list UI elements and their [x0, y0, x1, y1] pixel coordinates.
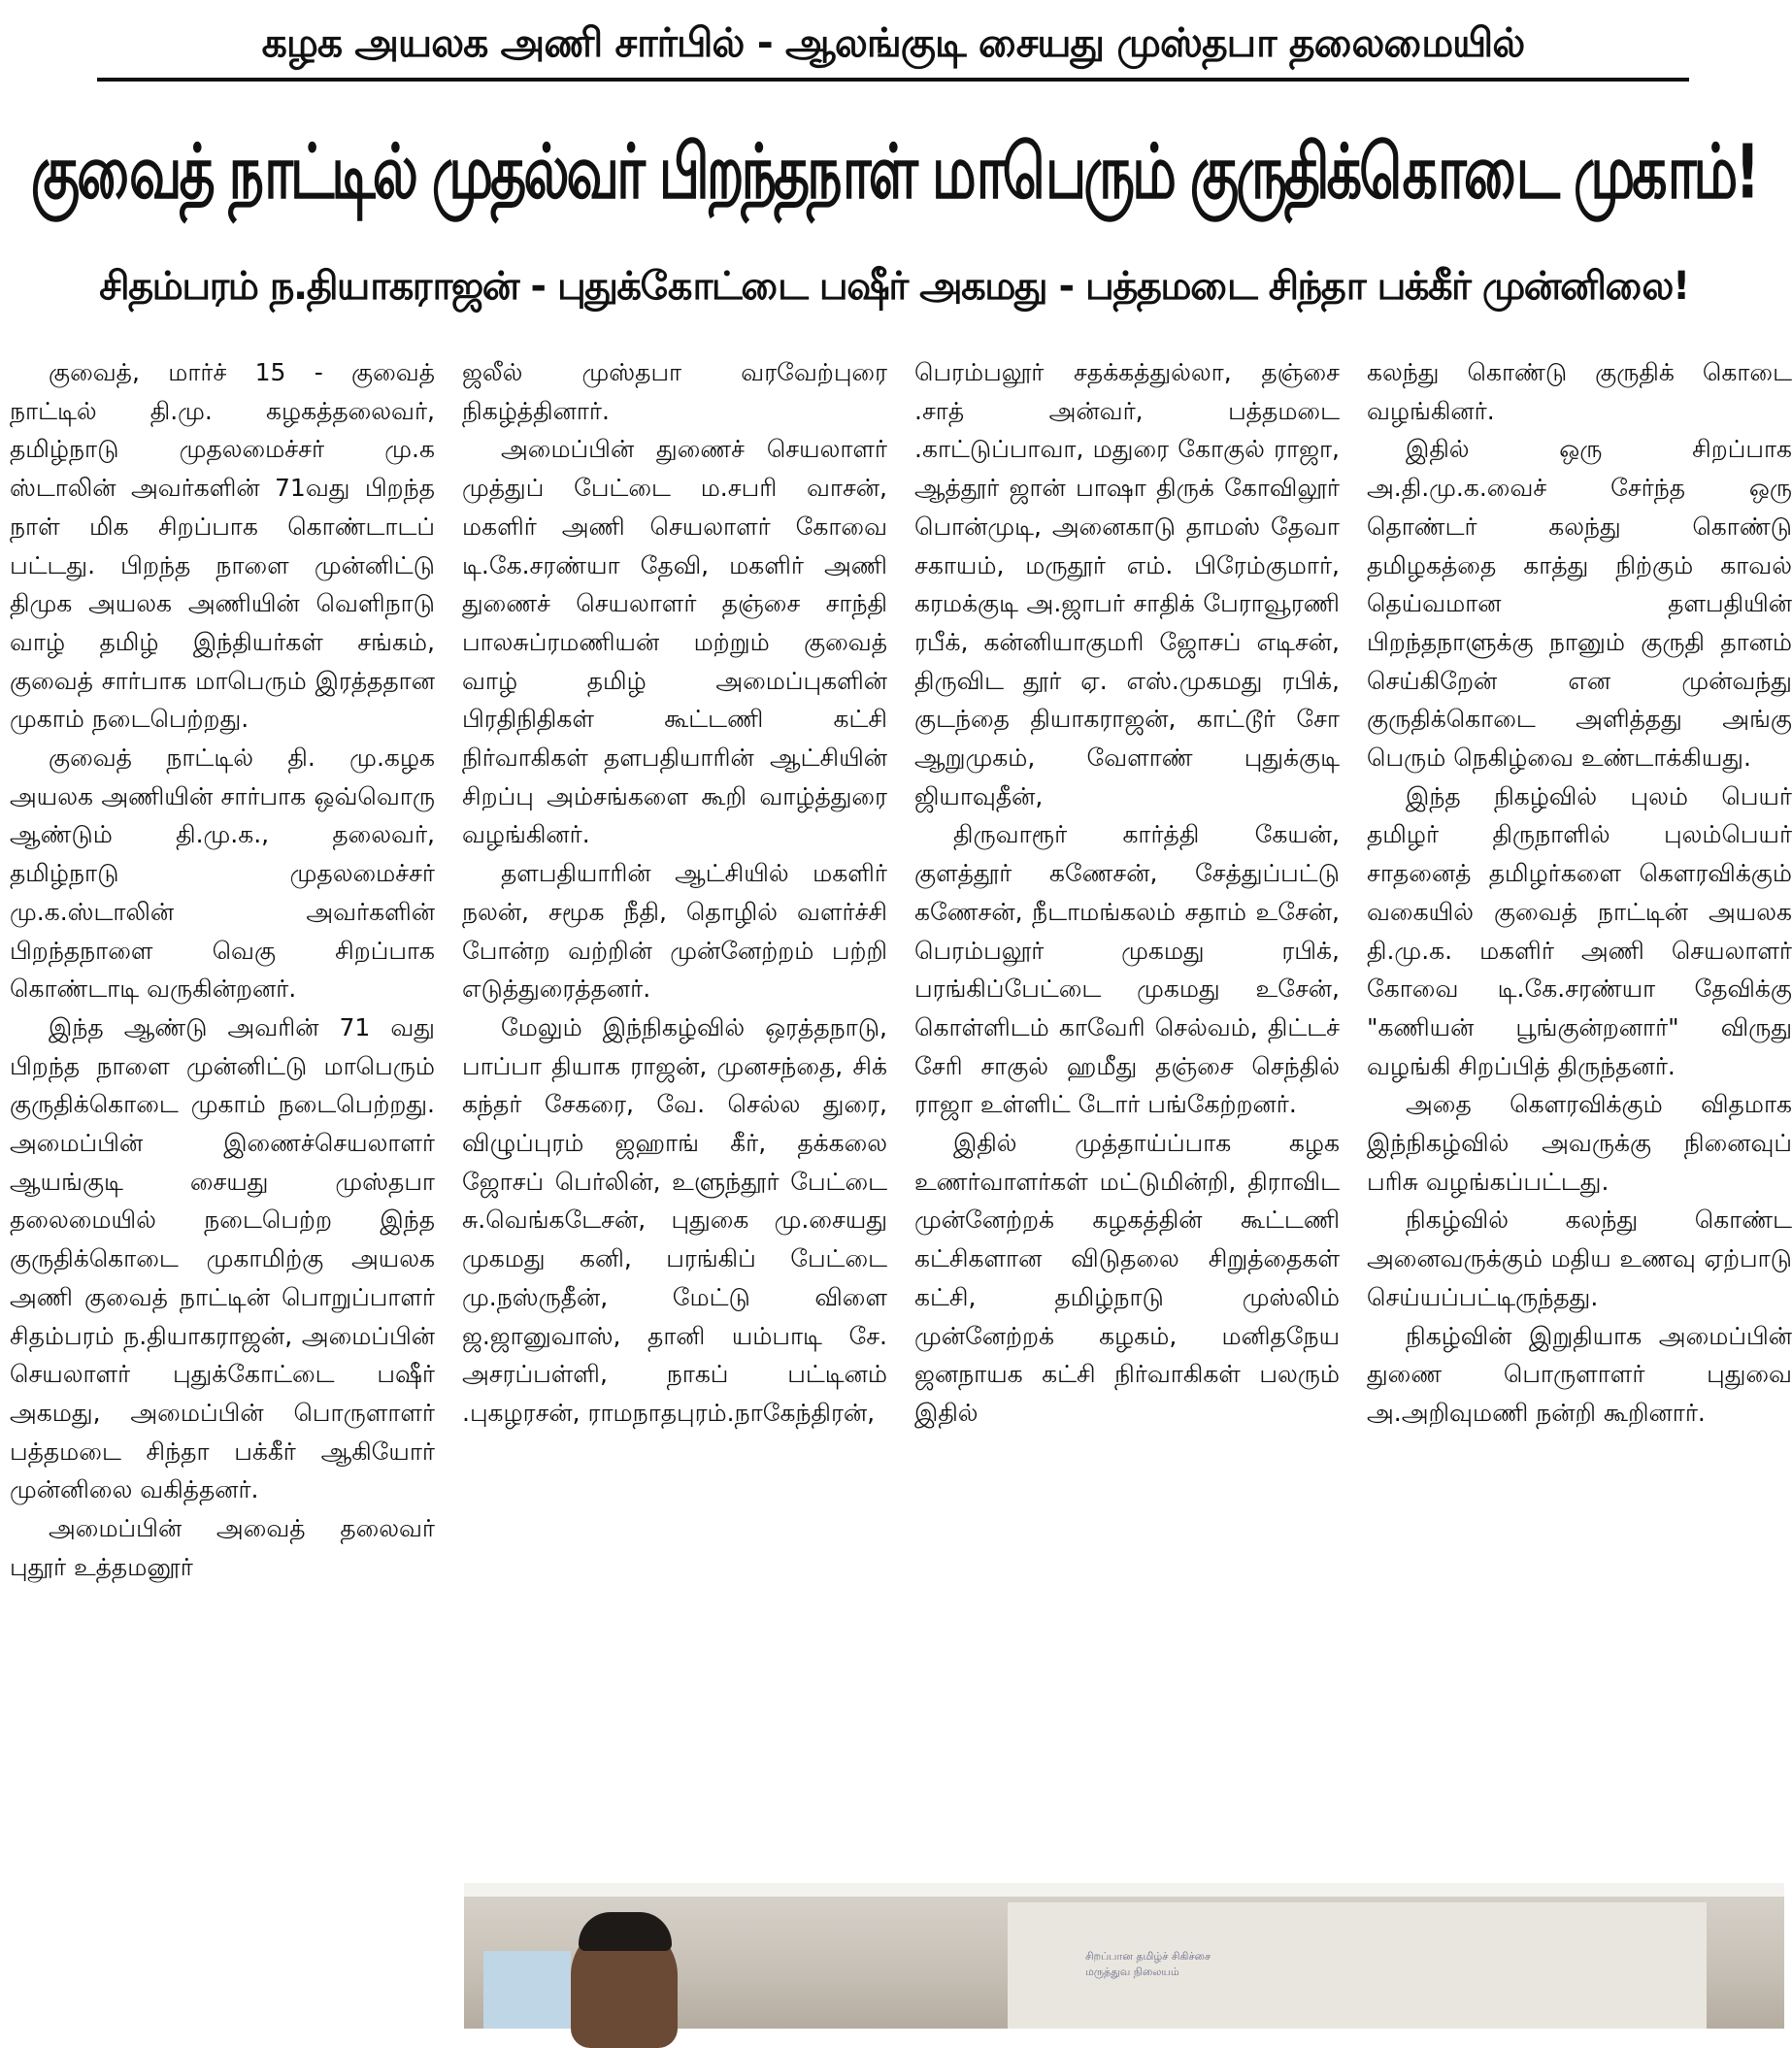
- article-column-2: [462, 353, 887, 1427]
- paragraph: அதை கௌரவிக்கும் விதமாக இந்நிகழ்வில் அவருக்கு நினைவுப் பரிசு வழங்கப்பட்டது.: [1367, 1090, 1792, 1196]
- paragraph: ஜலீல் முஸ்தபா வரவேற்புரை நிகழ்த்தினார்.: [462, 358, 887, 425]
- paragraph: இதில் முத்தாய்ப்பாக கழக உணர்வாளர்கள் மட்டுமின்றி, திராவிட முன்னேற்றக் கழகத்தின் கூட்டணி கட்சிகளான விடுதலை சிறுத்தைகள் கட்சி, தமிழ்நாடு முஸ்லிம் முன்னேற்றக் கழகம், மனிதநேய ஜனநாயக கட்சி நிர்வாகிகள் பலரும் இதில்: [914, 1129, 1340, 1427]
- photo-sign: [1085, 1949, 1377, 1988]
- paragraph: இந்த ஆண்டு அவரின் 71 வது பிறந்த நாளை முன்னிட்டு மாபெரும் குருதிக்கொடை முகாம் நடைபெற்றது. அமைப்பின் இணைச்செயலாளர் ஆயங்குடி சையது முஸ்தபா தலைமையில் நடைபெற்ற இந்த குருதிக்கொடை முகாமிற்கு அயலக அணி குவைத் நாட்டின் பொறுப்பாளர் சிதம்பரம் ந.தியாகராஜன், அமைப்பின் செயலாளர் புதுக்கோட்டை பஷீர் அகமது, அமைப்பின் பொருளாளர் பத்தமடை சிந்தா பக்கீர் ஆகியோர் முன்னிலை வகித்தனர்.: [10, 1012, 435, 1504]
- event-photo: [464, 1883, 1784, 2029]
- paragraph: தளபதியாரின் ஆட்சியில் மகளிர் நலன், சமூக நீதி, தொழில் வளர்ச்சி போன்ற வற்றின் முன்னேற்றம் பற்றி எடுத்துரைத்தனர்.: [462, 859, 887, 1004]
- paragraph: கலந்து கொண்டு குருதிக் கொடை வழங்கினர்.: [1367, 358, 1792, 425]
- photo-person-hair: [579, 1912, 672, 1951]
- sub-headline: சிதம்பரம் ந.தியாகராஜன் - புதுக்கோட்டை பஷீர் அகமது - பத்தமடை சிந்தா பக்கீர் முன்னிலை!: [99, 264, 1689, 309]
- paragraph: குவைத் நாட்டில் தி. மு.கழக அயலக அணியின் சார்பாக ஒவ்வொரு ஆண்டும் தி.மு.க., தலைவர், தமிழ்நாடு முதலமைச்சர் மு.க.ஸ்டாலின் அவர்களின் பிறந்தநாளை வெகு சிறப்பாக கொண்டாடி வருகின்றனர்.: [10, 743, 435, 1004]
- article-column-1: [10, 353, 435, 2027]
- article-column-4: [1367, 353, 1792, 1427]
- kicker-headline: கழக அயலக அணி சார்பில் - ஆலங்குடி சையது முஸ்தபா தலைமையில்: [97, 8, 1689, 82]
- photo-frame: [464, 1883, 1784, 1897]
- paragraph: அமைப்பின் துணைச் செயலாளர் முத்துப் பேட்டை ம.சபரி வாசன், மகளிர் அணி செயலாளர் கோவை டி.கே.சரண்யா தேவி, மகளிர் அணி துணைச் செயலாளர் தஞ்சை சாந்தி பாலசுப்ரமணியன் மற்றும் குவைத் வாழ் தமிழ் அமைப்புகளின் பிரதிநிதிகள் கூட்டணி கட்சி நிர்வாகிகள் தளபதியாரின் ஆட்சியின் சிறப்பு அம்சங்களை கூறி வாழ்த்துரை வழங்கினர்.: [462, 435, 887, 849]
- paragraph: இதில் ஒரு சிறப்பாக அ.தி.மு.க.வைச் சேர்ந்த ஒரு தொண்டர் கலந்து கொண்டு தமிழகத்தை காத்து நிற்கும் காவல் தெய்வமான தளபதியின் பிறந்தநாளுக்கு நானும் குருதி தானம் செய்கிறேன் என முன்வந்து குருதிக்கொடை அளித்தது அங்கு பெரும் நெகிழ்வை உண்டாக்கியது.: [1367, 435, 1792, 773]
- paragraph: இந்த நிகழ்வில் புலம் பெயர் தமிழர் திருநாளில் புலம்பெயர் சாதனைத் தமிழர்களை கௌரவிக்கும் வகையில் குவைத் நாட்டின் அயலக தி.மு.க. மகளிர் அணி செயலாளர் கோவை டி.கே.சரண்யா தேவிக்கு "கணியன் பூங்குன்றனார்" விருது வழங்கி சிறப்பித் திருந்தனர்.: [1367, 781, 1792, 1080]
- paragraph: திருவாரூர் கார்த்தி கேயன், குளத்தூர் கணேசன், சேத்துப்பட்டு கணேசன், நீடாமங்கலம் சதாம் உசேன், பெரம்பலூர் முகமது ரபிக், பரங்கிப்பேட்டை முகமது உசேன், கொள்ளிடம் காவேரி செல்வம், திட்டச் சேரி சாகுல் ஹமீது தஞ்சை செந்தில் ராஜா உள்ளிட் டோர் பங்கேற்றனர்.: [914, 820, 1340, 1119]
- main-headline: குவைத் நாட்டில் முதல்வர் பிறந்தநாள் மாபெரும் குருதிக்கொடை முகாம்!: [30, 129, 1758, 216]
- paragraph: நிகழ்வின் இறுதியாக அமைப்பின் துணை பொருளாளர் புதுவை அ.அறிவுமணி நன்றி கூறினார்.: [1367, 1321, 1792, 1427]
- paragraph: நிகழ்வில் கலந்து கொண்ட அனைவருக்கும் மதிய உணவு ஏற்பாடு செய்யப்பட்டிருந்தது.: [1367, 1206, 1792, 1311]
- photo-sign-line: சிறப்பான தமிழ்ச் சிகிச்சை: [1085, 1950, 1211, 1963]
- paragraph: குவைத், மார்ச் 15 - குவைத் நாட்டில் தி.மு. கழகத்தலைவர், தமிழ்நாடு முதலமைச்சர் மு.க ஸ்டாலின் அவர்களின் 71வது பிறந்த நாள் மிக சிறப்பாக கொண்டாடப் பட்டது. பிறந்த நாளை முன்னிட்டு திமுக அயலக அணியின் வெளிநாடு வாழ் தமிழ் இந்தியர்கள் சங்கம், குவைத் சார்பாக மாபெரும் இரத்ததான முகாம் நடைபெற்றது.: [10, 358, 435, 734]
- paragraph: பெரம்பலூர் சதக்கத்துல்லா, தஞ்சை .சாத் அன்வர், பத்தமடை .காட்டுப்பாவா, மதுரை கோகுல் ராஜா, ஆத்தூர் ஜான் பாஷா திருக் கோவிலூர் பொன்முடி, அனைகாடு தாமஸ் தேவா சகாயம், மருதூர் எம். பிரேம்குமார், கரமக்குடி அ.ஜாபர் சாதிக் பேராவூரணி ரபீக், கன்னியாகுமரி ஜோசப் எடிசன், திருவிட தூர் ஏ. எஸ்.முகமது ரபிக், குடந்தை தியாகராஜன், காட்டூர் சோ ஆறுமுகம், வேளாண் புதுக்குடி ஜியாவுதீன்,: [914, 358, 1340, 810]
- paragraph: அமைப்பின் அவைத் தலைவர் புதூர் உத்தமனூர்: [10, 1514, 435, 1581]
- photo-sign-line: மருத்துவ நிலையம்: [1085, 1965, 1179, 1978]
- article-column-3: [914, 353, 1340, 1427]
- paragraph: மேலும் இந்நிகழ்வில் ஒரத்தநாடு, பாப்பா தியாக ராஜன், முனசந்தை, சிக் கந்தர் சேகரை, வே. செல்ல துரை, விழுப்புரம் ஜஹாங் கீர், தக்கலை ஜோசப் பெர்லின், உளுந்தூர் பேட்டை சு.வெங்கடேசன், புதுகை மு.சையது முகமது கனி, பரங்கிப் பேட்டை மு.நஸ்ருதீன், மேட்டு விளை ஜ.ஜானுவாஸ், தானி யம்பாடி சே. அசரப்பள்ளி, நாகப் பட்டினம் .புகழரசன், ராமநாதபுரம்.நாகேந்திரன்,: [462, 1012, 887, 1427]
- photo-board: [483, 1951, 571, 2029]
